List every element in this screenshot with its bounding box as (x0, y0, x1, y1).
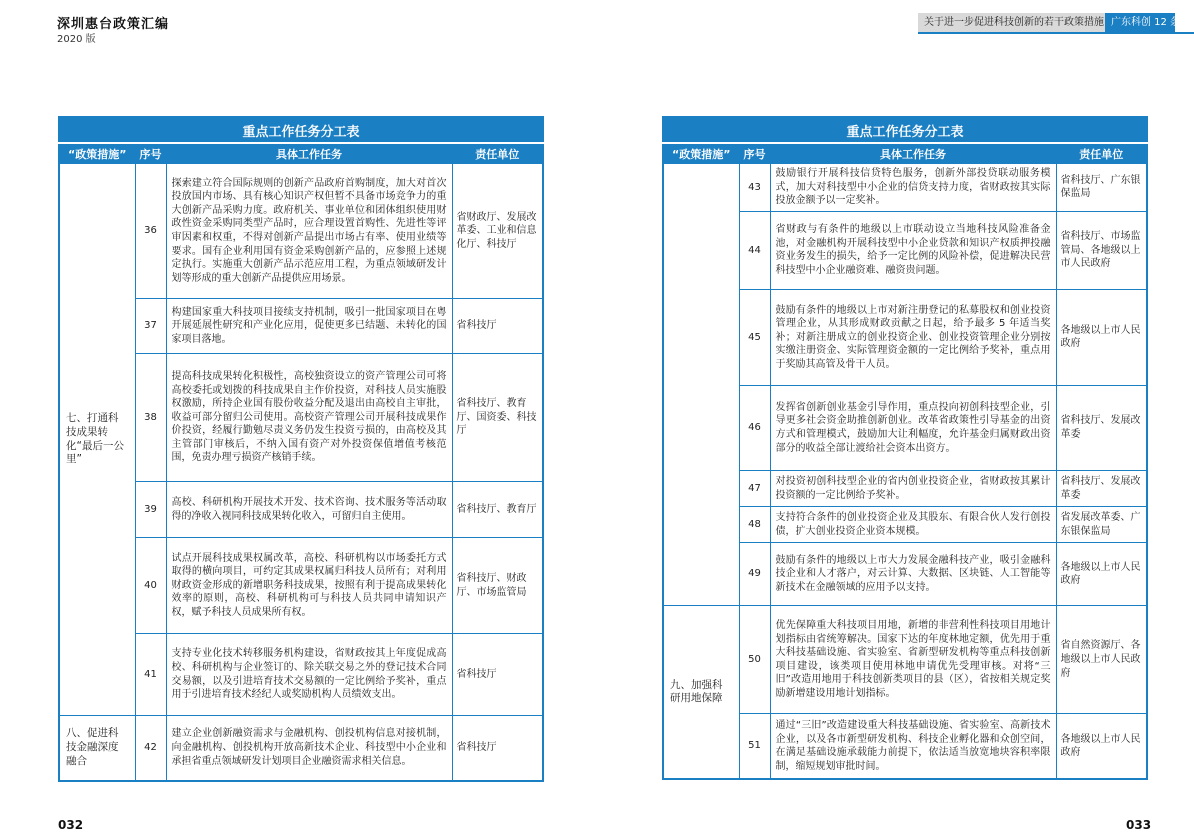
category-cell: 八、促进科技金融深度融合 (59, 716, 135, 781)
responsible-unit: 省科技厅、市场监管局、各地级以上市人民政府 (1056, 211, 1147, 289)
table-row (59, 716, 543, 781)
category-cell: 七、打通科技成果转化“最后一公里” (59, 164, 135, 716)
responsible-unit: 省科技厅 (452, 716, 543, 781)
row-number: 48 (739, 507, 770, 543)
column-header-no: 序号 (739, 143, 770, 164)
table-title: 重点工作任务分工表 (59, 117, 543, 143)
task-text: 通过“三旧”改造建设重大科技基础设施、省实验室、高新技术企业，以及各市新型研发机构、科技企业孵化器和众创空间，在满足基础设施承载能力前提下，依法适当放宽地块容积率限制，缩短规划审批时间。 (770, 714, 1056, 779)
row-number: 51 (739, 714, 770, 779)
responsible-unit: 省科技厅、教育厅 (452, 482, 543, 538)
responsible-unit: 省科技厅、发展改革委 (1056, 471, 1147, 507)
row-number: 38 (135, 354, 166, 482)
responsible-unit: 省科技厅 (452, 299, 543, 354)
responsible-unit: 省科技厅、发展改革委 (1056, 386, 1147, 471)
responsible-unit: 各地级以上市人民政府 (1056, 714, 1147, 779)
task-text: 构建国家重大科技项目接续支持机制，吸引一批国家项目在粤开展延展性研究和产业化应用，促使更多已结题、未转化的国家项目落地。 (166, 299, 452, 354)
row-number: 39 (135, 482, 166, 538)
task-table-right (662, 116, 1148, 780)
column-header-dept: 责任单位 (452, 143, 543, 164)
table-row (663, 164, 1147, 212)
task-text: 发挥省创新创业基金引导作用，重点投向初创科技型企业，引导更多社会资金助推创新创业。改革省政策性引导基金的出资方式和管理模式，鼓励加大让利幅度，允许基金归属财政出资部分的收益全部让渡给社会资本出资方。 (770, 386, 1056, 471)
task-text: 提高科技成果转化积极性，高校独资设立的资产管理公司可将高校委托或划拨的科技成果自主作价投资，对科技人员实施股权激励，所持企业国有股份收益分配及退出由高校自主审批，收益可部分留归公司使用。高校资产管理公司开展科技成果作价投资，经履行勤勉尽责义务仍发生投资亏损的，由高校及其主管部门审核后，不纳入国有资产对外投资保值增值考核范围，免责办理亏损资产核销手续。 (166, 354, 452, 482)
row-number: 43 (739, 164, 770, 212)
table-title: 重点工作任务分工表 (663, 117, 1147, 143)
responsible-unit: 省科技厅、财政厅、市场监管局 (452, 538, 543, 634)
column-header-policy: “政策措施” (59, 143, 135, 164)
responsible-unit: 省财政厅、发展改革委、工业和信息化厅、科技厅 (452, 164, 543, 299)
task-text: 探索建立符合国际规则的创新产品政府首购制度，加大对首次投放国内市场、具有核心知识产权但暂不具备市场竞争力的重大创新产品采购力度。政府机关、事业单位和团体组织使用财政性资金采购同类型产品时，应合理设置首购性、先进性等评审因素和权重，不得对创新产品提出市场占有率、使用业绩等要求。国有企业利用国有资金采购创新产品的，应参照上述规定执行。实施重大创新产品示范应用工程，为重点领域研发计划等形成的重大创新产品提供应用场景。 (166, 164, 452, 299)
column-header-policy: “政策措施” (663, 143, 739, 164)
row-number: 46 (739, 386, 770, 471)
running-header (918, 13, 1181, 32)
row-number: 42 (135, 716, 166, 781)
task-text: 优先保障重大科技项目用地，新增的非营利性科技项目用地计划指标由省统筹解决。国家下达的年度林地定额，优先用于重大科技基础设施、省实验室、省新型研发机构等重点科技创新项目建设，该类项目使用林地申请优先受理审核。对将“三旧”改造用地用于科技创新类项目的县（区），省按相关规定奖励新增建设用地计划指标。 (770, 606, 1056, 714)
row-number: 47 (739, 471, 770, 507)
row-number: 45 (739, 289, 770, 385)
responsible-unit: 各地级以上市人民政府 (1056, 289, 1147, 385)
document-title: 关于进一步促进科技创新的若干政策措施 (918, 13, 1105, 32)
row-number: 50 (739, 606, 770, 714)
row-number: 41 (135, 634, 166, 716)
responsible-unit: 省科技厅、教育厅、国资委、科技厅 (452, 354, 543, 482)
row-number: 44 (739, 211, 770, 289)
page-number-right: 033 (1126, 818, 1152, 832)
responsible-unit: 省发展改革委、广东银保监局 (1056, 507, 1147, 543)
row-number: 49 (739, 543, 770, 606)
task-text: 试点开展科技成果权属改革，高校、科研机构以市场委托方式取得的横向项目，可约定其成果权属归科技人员所有；对利用财政资金形成的新增职务科技成果，按照有利于提高成果转化效率的原则，高校、科研机构可与科技人员共同申请知识产权，赋予科技人员成果所有权。 (166, 538, 452, 634)
responsible-unit: 省自然资源厅、各地级以上市人民政府 (1056, 606, 1147, 714)
task-text: 鼓励银行开展科技信贷特色服务，创新外部投贷联动服务模式，加大对科技型中小企业的信贷支持力度，省财政按其实际投放金额予以一定奖补。 (770, 164, 1056, 212)
column-header-task: 具体工作任务 (166, 143, 452, 164)
table-row (59, 164, 543, 299)
book-title: 深圳惠台政策汇编 (57, 17, 170, 32)
task-table-left (58, 116, 544, 782)
table-row (663, 606, 1147, 714)
category-cell: 九、加强科研用地保障 (663, 606, 739, 779)
responsible-unit: 省科技厅 (452, 634, 543, 716)
edition-year: 2020 版 (57, 34, 96, 45)
row-number: 37 (135, 299, 166, 354)
responsible-unit: 省科技厅、广东银保监局 (1056, 164, 1147, 212)
row-number: 36 (135, 164, 166, 299)
task-text: 省财政与有条件的地级以上市联动设立当地科技风险准备金池，对金融机构开展科技型中小企业贷款和知识产权质押投融资业务发生的损失，给予一定比例的风险补偿，促进解决民营科技型中小企业融资难、融资贵问题。 (770, 211, 1056, 289)
policy-badge: 广东科创 12 条 (1105, 13, 1175, 32)
task-text: 高校、科研机构开展技术开发、技术咨询、技术服务等活动取得的净收入视同科技成果转化收入，可留归自主使用。 (166, 482, 452, 538)
task-text: 建立企业创新融资需求与金融机构、创投机构信息对接机制，向金融机构、创投机构开放高新技术企业、科技型中小企业和承担省重点领域研发计划项目企业融资需求相关信息。 (166, 716, 452, 781)
task-text: 鼓励有条件的地级以上市对新注册登记的私募股权和创业投资管理企业，从其形成财政贡献之日起，给予最多 5 年适当奖补；对新注册成立的创业投资企业、创业投资管理企业分别按实缴注册资金、实际管理资金额的一定比例给予奖补，重点用于奖励其高管及骨干人员。 (770, 289, 1056, 385)
column-header-task: 具体工作任务 (770, 143, 1056, 164)
row-number: 40 (135, 538, 166, 634)
task-text: 支持专业化技术转移服务机构建设，省财政按其上年度促成高校、科研机构与企业签订的、除关联交易之外的登记技术合同交易额，以及引进培育技术交易额的一定比例给予奖补，重点用于引进培育技术经纪人或奖励机构人员绩效支出。 (166, 634, 452, 716)
column-header-no: 序号 (135, 143, 166, 164)
task-text: 支持符合条件的创业投资企业及其股东、有限合伙人发行创投债，扩大创业投资企业资本规模。 (770, 507, 1056, 543)
header-divider (918, 32, 1194, 34)
page-number-left: 032 (58, 818, 84, 832)
responsible-unit: 各地级以上市人民政府 (1056, 543, 1147, 606)
category-cell-continued (663, 164, 739, 606)
column-header-dept: 责任单位 (1056, 143, 1147, 164)
task-text: 鼓励有条件的地级以上市大力发展金融科技产业，吸引金融科技企业和人才落户，对云计算、大数据、区块链、人工智能等新技术在金融领域的应用予以支持。 (770, 543, 1056, 606)
task-text: 对投资初创科技型企业的省内创业投资企业，省财政按其累计投资额的一定比例给予奖补。 (770, 471, 1056, 507)
